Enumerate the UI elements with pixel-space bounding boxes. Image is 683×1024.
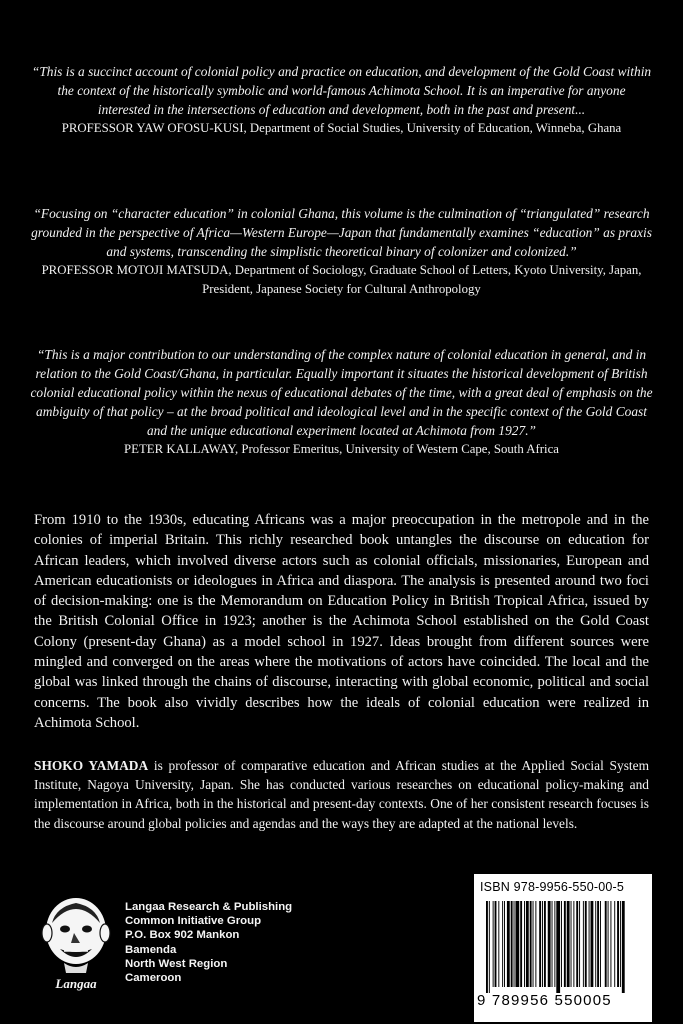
- barcode-bar: [544, 901, 546, 987]
- barcode-bar: [605, 901, 607, 987]
- isbn-label: ISBN 978-9956-550-00-5: [480, 880, 625, 894]
- barcode-bar: [579, 901, 580, 987]
- blurb-quote: “This is a succinct account of colonial policy and practice on education, and development of the Gold Coast within the context of the historically symbolic and world-famous Achimota School. It is an imperative for anyone interested in the intersections of education and development, both in the past and present...: [31, 64, 652, 117]
- barcode-bar: [571, 901, 572, 987]
- barcode-bar: [502, 901, 503, 987]
- barcode-bar: [539, 901, 541, 987]
- barcode-bar: [589, 901, 590, 987]
- barcode-bar: [515, 901, 519, 987]
- book-description: From 1910 to the 1930s, educating Africans was a major preoccupation in the metropole and in the colonies of imperial Britain. This richly researched book untangles the discourse on education for African leaders, which involved diverse actors such as colonial officials, missionaries, European and American educationists or ideologues in Africa and diaspora. The analysis is presented around two foci of decision-making: one is the Memorandum on Education Policy in British Tropical Africa, issued by the British Colonial Office in 1923; another is the Achimota School established on the Gold Coast Colony (present-day Ghana) as a model school in 1927. Ideas brought from different sources were mingled and converged on the areas where the motivations of actors have coincided. The local and the global was linked through the chains of discourse, interacting with global economic, political and social concerns. The book also vividly describes how the ideals of colonial education were realized in Achimota School.: [34, 512, 649, 731]
- barcode-bar: [564, 901, 566, 987]
- barcode-bar: [533, 901, 534, 987]
- barcode-bar: [495, 901, 497, 987]
- publisher-line: P.O. Box 902 Mankon: [125, 929, 240, 942]
- barcode-bar: [610, 901, 611, 987]
- barcode-bar: [511, 901, 513, 987]
- publisher-block: [38, 893, 418, 993]
- barcode-bar: [548, 901, 551, 987]
- blurb-3: [30, 345, 653, 459]
- barcode-bar: [597, 901, 599, 987]
- barcode-bar: [526, 901, 529, 987]
- isbn-barcode: [474, 874, 652, 1022]
- barcode-bar: [614, 901, 615, 987]
- barcode-bar: [622, 901, 625, 993]
- blurb-1: [30, 62, 653, 138]
- barcode-bar: [530, 901, 532, 987]
- barcode-bar: [573, 901, 574, 987]
- langaa-logo-icon: [38, 893, 114, 993]
- barcode-bar: [520, 901, 522, 987]
- publisher-line: North West Region: [125, 957, 228, 970]
- barcode-bar: [504, 901, 505, 987]
- barcode-bar: [585, 901, 587, 987]
- publisher-line: Cameroon: [125, 972, 182, 985]
- blurb-quote: “This is a major contribution to our understanding of the complex nature of colonial education in general, and in relation to the Gold Coast/Ghana, in particular. Equally important it situates the historical development of British colonial educational policy within the nexus of educational debates of the time, with a great deal of emphasis on the ambiguity of that policy – at the broad political and ideological level and in the specific context of the Gold Coast and the unique educational experiment located at Achimota from 1927.”: [30, 347, 653, 438]
- barcode-bar: [524, 901, 525, 987]
- barcode-bar: [489, 901, 490, 993]
- barcode-bar: [617, 901, 619, 987]
- barcode-bar: [556, 901, 560, 993]
- barcode-bar: [595, 901, 596, 987]
- publisher-line: Bamenda: [125, 943, 177, 956]
- barcode-bar: [535, 901, 536, 987]
- blurb-attribution: PROFESSOR YAW OFOSU-KUSI, Department of Social Studies, University of Education, Winneba, Ghana: [61, 121, 622, 135]
- author-name: SHOKO YAMADA: [34, 758, 149, 773]
- logo-wordmark: Langaa: [55, 976, 97, 991]
- barcode-bar: [514, 901, 515, 987]
- barcode-digits: 9 789956 550005: [477, 992, 612, 1009]
- barcode-bars-icon: [486, 901, 642, 993]
- barcode-bar: [608, 901, 609, 987]
- barcode-bar: [600, 901, 601, 987]
- author-bio-text: is professor of comparative education and African studies at the Applied Social System Institute, Nagoya University, Japan. She has conducted various researches on educational policy-making and implementation in Africa, both in the historical and present-day contexts. One of her consistent research focuses is the discourse around global policies and agendas and the ways they are adapted at the national levels.: [34, 758, 649, 831]
- publisher-line: Langaa Research & Publishing: [125, 901, 293, 913]
- barcode-bar: [498, 901, 499, 987]
- barcode-bar: [542, 901, 543, 987]
- barcode-bar: [552, 901, 553, 987]
- author-bio: [34, 756, 649, 833]
- barcode-bar: [567, 901, 570, 987]
- barcode-bar: [620, 901, 621, 987]
- blurb-attribution: PETER KALLAWAY, Professor Emeritus, University of Western Cape, South Africa: [124, 442, 559, 456]
- blurb-attribution: PROFESSOR MOTOJI MATSUDA, Department of Sociology, Graduate School of Letters, Kyoto University, Japan, President, Japanese Society for Cultural Anthropology: [41, 263, 642, 296]
- barcode-bar: [493, 901, 494, 987]
- barcode-bar: [591, 901, 594, 987]
- blurb-2: [30, 204, 653, 299]
- barcode-bar: [576, 901, 578, 987]
- barcode-bar: [507, 901, 510, 987]
- barcode-bar: [583, 901, 584, 987]
- barcode-bar: [486, 901, 488, 993]
- barcode-bar: [554, 901, 555, 987]
- publisher-line: Common Initiative Group: [125, 915, 262, 928]
- blurb-quote: “Focusing on “character education” in colonial Ghana, this volume is the culmination of “triangulated” research grounded in the perspective of Africa—Western Europe—Japan that fundamentally examines “education” as praxis and systems, transcending the simplistic theoretical binary of colonizer and colonized.”: [31, 206, 652, 259]
- publisher-address: [125, 900, 292, 985]
- barcode-bar: [561, 901, 562, 987]
